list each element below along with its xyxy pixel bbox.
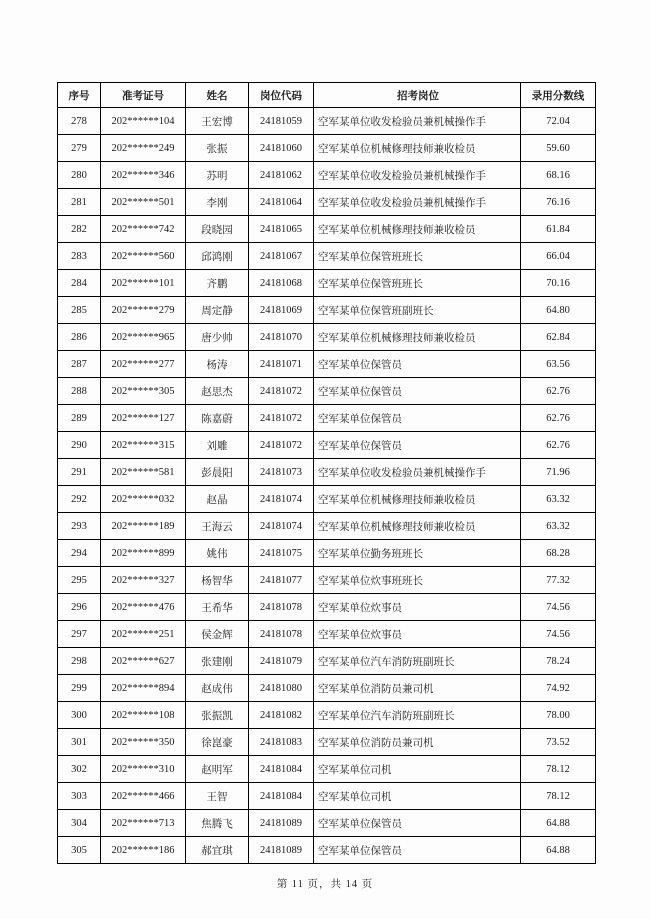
cell-name: 焦腾飞 — [186, 810, 249, 837]
cell-seq: 287 — [58, 351, 101, 378]
table-row — [58, 756, 596, 783]
cell-score: 74.56 — [521, 621, 596, 648]
cell-name: 王海云 — [186, 513, 249, 540]
table-row — [58, 270, 596, 297]
cell-seq: 283 — [58, 243, 101, 270]
cell-ticket: 202******327 — [101, 567, 186, 594]
cell-score: 77.32 — [521, 567, 596, 594]
cell-seq: 297 — [58, 621, 101, 648]
table-row — [58, 162, 596, 189]
cell-name: 张振 — [186, 135, 249, 162]
cell-ticket: 202******189 — [101, 513, 186, 540]
cell-score: 64.88 — [521, 810, 596, 837]
cell-ticket: 202******899 — [101, 540, 186, 567]
cell-name: 陈嘉蔚 — [186, 405, 249, 432]
cell-score: 73.52 — [521, 729, 596, 756]
cell-job: 空军某单位机械修理技师兼收检员 — [314, 324, 521, 351]
cell-code: 24181062 — [249, 162, 314, 189]
cell-code: 24181073 — [249, 459, 314, 486]
cell-name: 杨智华 — [186, 567, 249, 594]
cell-seq: 303 — [58, 783, 101, 810]
cell-score: 62.76 — [521, 378, 596, 405]
cell-score: 62.76 — [521, 405, 596, 432]
cell-ticket: 202******251 — [101, 621, 186, 648]
table-row — [58, 729, 596, 756]
cell-name: 王宏博 — [186, 108, 249, 135]
cell-seq: 285 — [58, 297, 101, 324]
cell-seq: 296 — [58, 594, 101, 621]
cell-job: 空军某单位保管员 — [314, 378, 521, 405]
admission-score-table — [57, 82, 596, 864]
cell-job: 空军某单位保管班班长 — [314, 243, 521, 270]
table-row — [58, 783, 596, 810]
col-header-name: 姓名 — [186, 83, 249, 108]
cell-seq: 280 — [58, 162, 101, 189]
cell-job: 空军某单位司机 — [314, 756, 521, 783]
cell-ticket: 202******249 — [101, 135, 186, 162]
table-row — [58, 513, 596, 540]
table-row — [58, 324, 596, 351]
cell-seq: 302 — [58, 756, 101, 783]
cell-ticket: 202******581 — [101, 459, 186, 486]
cell-job: 空军某单位收发检验员兼机械操作手 — [314, 189, 521, 216]
cell-ticket: 202******315 — [101, 432, 186, 459]
cell-score: 78.12 — [521, 783, 596, 810]
cell-name: 赵明军 — [186, 756, 249, 783]
cell-seq: 288 — [58, 378, 101, 405]
cell-name: 姚伟 — [186, 540, 249, 567]
table-row — [58, 837, 596, 864]
cell-ticket: 202******277 — [101, 351, 186, 378]
col-header-seq: 序号 — [58, 83, 101, 108]
cell-name: 邱鸿刚 — [186, 243, 249, 270]
cell-job: 空军某单位汽车消防班副班长 — [314, 702, 521, 729]
cell-score: 62.84 — [521, 324, 596, 351]
cell-ticket: 202******310 — [101, 756, 186, 783]
cell-code: 24181059 — [249, 108, 314, 135]
cell-code: 24181077 — [249, 567, 314, 594]
table-row — [58, 189, 596, 216]
cell-code: 24181060 — [249, 135, 314, 162]
cell-job: 空军某单位炊事员 — [314, 594, 521, 621]
cell-seq: 286 — [58, 324, 101, 351]
table-row — [58, 675, 596, 702]
table-header-row — [58, 83, 596, 108]
cell-score: 74.56 — [521, 594, 596, 621]
table-row — [58, 567, 596, 594]
cell-code: 24181078 — [249, 621, 314, 648]
cell-name: 徐崑豪 — [186, 729, 249, 756]
cell-code: 24181064 — [249, 189, 314, 216]
cell-job: 空军某单位保管员 — [314, 432, 521, 459]
cell-seq: 284 — [58, 270, 101, 297]
cell-score: 76.16 — [521, 189, 596, 216]
cell-code: 24181074 — [249, 486, 314, 513]
table-row — [58, 216, 596, 243]
cell-name: 唐少帅 — [186, 324, 249, 351]
cell-ticket: 202******127 — [101, 405, 186, 432]
cell-code: 24181083 — [249, 729, 314, 756]
cell-job: 空军某单位消防员兼司机 — [314, 675, 521, 702]
cell-job: 空军某单位机械修理技师兼收检员 — [314, 216, 521, 243]
table-row — [58, 135, 596, 162]
cell-seq: 300 — [58, 702, 101, 729]
cell-job: 空军某单位保管员 — [314, 837, 521, 864]
cell-code: 24181068 — [249, 270, 314, 297]
cell-ticket: 202******965 — [101, 324, 186, 351]
cell-name: 张振凯 — [186, 702, 249, 729]
cell-ticket: 202******186 — [101, 837, 186, 864]
cell-seq: 291 — [58, 459, 101, 486]
cell-seq: 304 — [58, 810, 101, 837]
cell-seq: 279 — [58, 135, 101, 162]
cell-score: 71.96 — [521, 459, 596, 486]
cell-seq: 292 — [58, 486, 101, 513]
cell-ticket: 202******713 — [101, 810, 186, 837]
cell-name: 侯金辉 — [186, 621, 249, 648]
col-header-job: 招考岗位 — [314, 83, 521, 108]
cell-seq: 298 — [58, 648, 101, 675]
cell-job: 空军某单位机械修理技师兼收检员 — [314, 513, 521, 540]
cell-code: 24181072 — [249, 378, 314, 405]
cell-name: 郝宜琪 — [186, 837, 249, 864]
cell-job: 空军某单位保管班班长 — [314, 270, 521, 297]
cell-ticket: 202******346 — [101, 162, 186, 189]
cell-job: 空军某单位汽车消防班副班长 — [314, 648, 521, 675]
cell-code: 24181067 — [249, 243, 314, 270]
cell-code: 24181071 — [249, 351, 314, 378]
cell-seq: 299 — [58, 675, 101, 702]
cell-ticket: 202******627 — [101, 648, 186, 675]
cell-code: 24181072 — [249, 432, 314, 459]
cell-job: 空军某单位消防员兼司机 — [314, 729, 521, 756]
cell-score: 64.80 — [521, 297, 596, 324]
cell-seq: 282 — [58, 216, 101, 243]
cell-score: 62.76 — [521, 432, 596, 459]
cell-job: 空军某单位保管班副班长 — [314, 297, 521, 324]
cell-seq: 278 — [58, 108, 101, 135]
cell-name: 苏明 — [186, 162, 249, 189]
cell-code: 24181075 — [249, 540, 314, 567]
cell-seq: 295 — [58, 567, 101, 594]
cell-code: 24181079 — [249, 648, 314, 675]
col-header-code: 岗位代码 — [249, 83, 314, 108]
table-row — [58, 405, 596, 432]
cell-seq: 305 — [58, 837, 101, 864]
cell-code: 24181084 — [249, 756, 314, 783]
cell-ticket: 202******466 — [101, 783, 186, 810]
cell-ticket: 202******350 — [101, 729, 186, 756]
cell-code: 24181065 — [249, 216, 314, 243]
table-row — [58, 810, 596, 837]
cell-ticket: 202******560 — [101, 243, 186, 270]
cell-score: 78.24 — [521, 648, 596, 675]
cell-code: 24181072 — [249, 405, 314, 432]
cell-job: 空军某单位司机 — [314, 783, 521, 810]
cell-code: 24181082 — [249, 702, 314, 729]
cell-name: 赵晶 — [186, 486, 249, 513]
cell-name: 段晓园 — [186, 216, 249, 243]
cell-code: 24181089 — [249, 810, 314, 837]
score-table-sheet — [57, 82, 595, 864]
cell-code: 24181070 — [249, 324, 314, 351]
cell-score: 61.84 — [521, 216, 596, 243]
col-header-ticket: 准考证号 — [101, 83, 186, 108]
cell-job: 空军某单位保管员 — [314, 810, 521, 837]
cell-job: 空军某单位炊事员 — [314, 621, 521, 648]
cell-name: 张建刚 — [186, 648, 249, 675]
cell-ticket: 202******108 — [101, 702, 186, 729]
cell-name: 赵成伟 — [186, 675, 249, 702]
page-number-indicator: 第 11 页，共 14 页 — [276, 879, 374, 890]
table-row — [58, 594, 596, 621]
cell-name: 王智 — [186, 783, 249, 810]
cell-score: 78.12 — [521, 756, 596, 783]
cell-job: 空军某单位保管员 — [314, 351, 521, 378]
cell-job: 空军某单位机械修理技师兼收检员 — [314, 486, 521, 513]
table-row — [58, 243, 596, 270]
cell-score: 68.28 — [521, 540, 596, 567]
cell-score: 63.32 — [521, 486, 596, 513]
cell-code: 24181074 — [249, 513, 314, 540]
cell-code: 24181069 — [249, 297, 314, 324]
cell-name: 刘雕 — [186, 432, 249, 459]
cell-seq: 294 — [58, 540, 101, 567]
table-row — [58, 540, 596, 567]
table-row — [58, 648, 596, 675]
cell-job: 空军某单位收发检验员兼机械操作手 — [314, 108, 521, 135]
col-header-score: 录用分数线 — [521, 83, 596, 108]
table-row — [58, 486, 596, 513]
cell-code: 24181089 — [249, 837, 314, 864]
cell-code: 24181080 — [249, 675, 314, 702]
cell-ticket: 202******305 — [101, 378, 186, 405]
cell-name: 王希华 — [186, 594, 249, 621]
cell-code: 24181078 — [249, 594, 314, 621]
cell-seq: 281 — [58, 189, 101, 216]
table-row — [58, 621, 596, 648]
table-row — [58, 297, 596, 324]
table-row — [58, 432, 596, 459]
cell-score: 72.04 — [521, 108, 596, 135]
cell-score: 66.04 — [521, 243, 596, 270]
table-row — [58, 351, 596, 378]
table-row — [58, 459, 596, 486]
cell-seq: 290 — [58, 432, 101, 459]
cell-ticket: 202******501 — [101, 189, 186, 216]
cell-score: 59.60 — [521, 135, 596, 162]
table-row — [58, 702, 596, 729]
cell-ticket: 202******101 — [101, 270, 186, 297]
cell-name: 彭晨阳 — [186, 459, 249, 486]
cell-score: 74.92 — [521, 675, 596, 702]
cell-name: 周定静 — [186, 297, 249, 324]
cell-score: 63.56 — [521, 351, 596, 378]
cell-ticket: 202******476 — [101, 594, 186, 621]
cell-job: 空军某单位炊事班班长 — [314, 567, 521, 594]
cell-ticket: 202******894 — [101, 675, 186, 702]
cell-job: 空军某单位机械修理技师兼收检员 — [314, 135, 521, 162]
cell-name: 齐鹏 — [186, 270, 249, 297]
cell-name: 杨涛 — [186, 351, 249, 378]
cell-ticket: 202******104 — [101, 108, 186, 135]
table-row — [58, 108, 596, 135]
cell-score: 63.32 — [521, 513, 596, 540]
cell-seq: 301 — [58, 729, 101, 756]
cell-ticket: 202******742 — [101, 216, 186, 243]
cell-score: 70.16 — [521, 270, 596, 297]
cell-name: 赵思杰 — [186, 378, 249, 405]
cell-seq: 289 — [58, 405, 101, 432]
cell-job: 空军某单位勤务班班长 — [314, 540, 521, 567]
cell-job: 空军某单位收发检验员兼机械操作手 — [314, 459, 521, 486]
cell-score: 78.00 — [521, 702, 596, 729]
cell-name: 李刚 — [186, 189, 249, 216]
cell-ticket: 202******032 — [101, 486, 186, 513]
cell-seq: 293 — [58, 513, 101, 540]
cell-code: 24181084 — [249, 783, 314, 810]
cell-job: 空军某单位收发检验员兼机械操作手 — [314, 162, 521, 189]
cell-job: 空军某单位保管员 — [314, 405, 521, 432]
cell-ticket: 202******279 — [101, 297, 186, 324]
cell-score: 68.16 — [521, 162, 596, 189]
cell-score: 64.88 — [521, 837, 596, 864]
table-row — [58, 378, 596, 405]
